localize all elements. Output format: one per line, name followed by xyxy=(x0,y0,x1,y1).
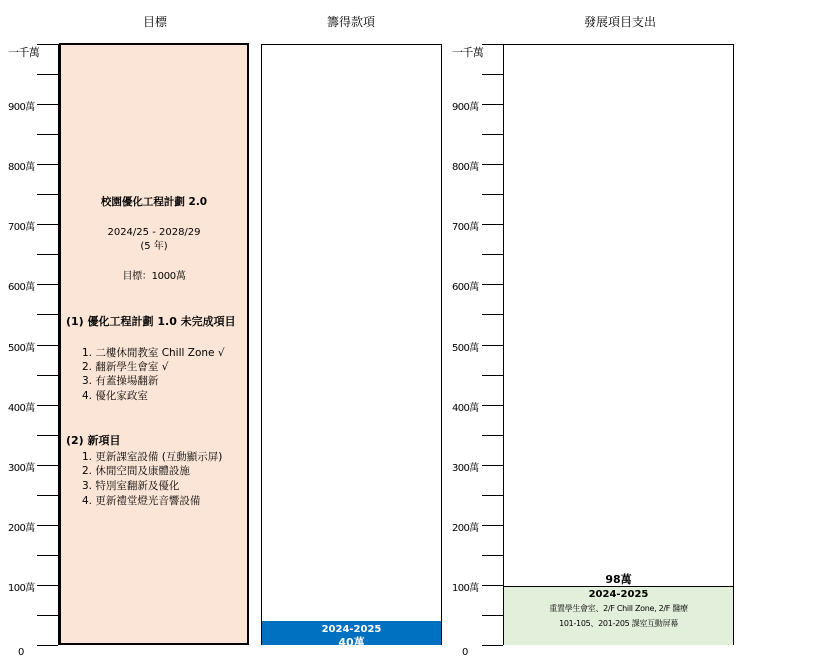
axis-tick xyxy=(37,465,58,466)
axis-tick xyxy=(37,525,58,526)
axis-tick-label: 300萬 xyxy=(452,463,479,474)
axis-tick-label: 400萬 xyxy=(452,403,479,414)
axis-tick xyxy=(482,645,503,646)
axis-tick xyxy=(482,74,503,75)
axis-tick-label: 600萬 xyxy=(8,282,35,293)
axis-tick xyxy=(482,495,503,496)
axis-tick xyxy=(37,345,58,346)
axis-tick-label: 100萬 xyxy=(8,583,35,594)
axis-tick-label: 700萬 xyxy=(8,222,35,233)
axis-tick xyxy=(37,164,58,165)
axis-tick xyxy=(37,585,58,586)
axis-tick xyxy=(37,134,58,135)
target-bar xyxy=(59,43,249,645)
expenditure-bar xyxy=(504,586,733,645)
axis-tick xyxy=(482,405,503,406)
axis-tick xyxy=(37,254,58,255)
target-years: (5 年) xyxy=(140,241,168,252)
axis-tick-label: 200萬 xyxy=(452,523,479,534)
axis-tick xyxy=(482,585,503,586)
axis-tick-label: 300萬 xyxy=(8,463,35,474)
axis-tick-label: 500萬 xyxy=(452,343,479,354)
raised-period-label: 2024-2025 xyxy=(321,624,382,635)
axis-tick xyxy=(482,104,503,105)
axis-tick-label: 900萬 xyxy=(452,102,479,113)
section2-item: 4. 更新禮堂燈光音響設備 xyxy=(82,495,201,507)
target-title: 校園優化工程計劃 2.0 xyxy=(100,196,208,208)
axis-tick-label: 400萬 xyxy=(8,403,35,414)
section1-item: 4. 優化家政室 xyxy=(82,390,148,402)
axis-tick-label: 一千萬 xyxy=(452,46,484,59)
target-column-title: 目標 xyxy=(142,15,167,29)
axis-tick xyxy=(37,375,58,376)
section1-item: 1. 二樓休閒教室 Chill Zone √ xyxy=(82,347,225,359)
axis-tick xyxy=(482,525,503,526)
raised-bar xyxy=(262,621,441,649)
axis-tick xyxy=(482,465,503,466)
expenditure-detail-2: 101-105、201-205 課室互動屏幕 xyxy=(559,619,678,628)
axis-tick-label: 0 xyxy=(462,647,468,658)
axis-tick xyxy=(37,74,58,75)
section2-item: 1. 更新課室設備 (互動顯示屏) xyxy=(82,451,223,463)
axis-tick-label: 100萬 xyxy=(452,583,479,594)
axis-tick xyxy=(482,314,503,315)
axis-tick xyxy=(482,134,503,135)
axis-tick-label: 800萬 xyxy=(8,162,35,173)
section2-item: 3. 特別室翻新及優化 xyxy=(82,480,180,492)
axis-tick xyxy=(37,615,58,616)
axis-tick-label: 700萬 xyxy=(452,222,479,233)
raised-column-title: 籌得款項 xyxy=(326,15,375,29)
axis-tick xyxy=(37,224,58,225)
axis-tick xyxy=(37,44,58,45)
axis-tick xyxy=(482,224,503,225)
target-period: 2024/25 - 2028/29 xyxy=(107,227,201,238)
expenditure-period-label: 2024-2025 xyxy=(588,589,649,600)
expenditure-bar-frame xyxy=(503,44,734,645)
expenditure-column-title: 發展項目支出 xyxy=(583,15,656,29)
expenditure-value-label: 98萬 xyxy=(605,573,632,586)
axis-tick-label: 900萬 xyxy=(8,102,35,113)
axis-tick xyxy=(482,254,503,255)
axis-tick xyxy=(482,435,503,436)
raised-value-label: 40萬 xyxy=(338,636,365,649)
expenditure-detail-1: 重置學生會室、2/F Chill Zone, 2/F 醫療 xyxy=(549,604,688,613)
axis-tick xyxy=(482,555,503,556)
axis-tick xyxy=(37,194,58,195)
axis-tick-label: 200萬 xyxy=(8,523,35,534)
section1-item: 3. 有蓋操場翻新 xyxy=(82,375,159,387)
section2-item: 2. 休閒空間及康體設施 xyxy=(82,465,190,477)
axis-tick xyxy=(37,645,58,646)
axis-tick xyxy=(482,194,503,195)
raised-bar-frame xyxy=(261,44,442,645)
axis-tick-label: 600萬 xyxy=(452,282,479,293)
axis-tick xyxy=(482,375,503,376)
axis-tick xyxy=(37,405,58,406)
axis-tick xyxy=(482,164,503,165)
section1-item: 2. 翻新學生會室 √ xyxy=(82,361,169,373)
axis-tick-label: 800萬 xyxy=(452,162,479,173)
axis-tick xyxy=(482,615,503,616)
axis-tick-label: 一千萬 xyxy=(8,46,40,59)
axis-tick xyxy=(37,555,58,556)
axis-tick xyxy=(37,435,58,436)
axis-tick xyxy=(482,284,503,285)
axis-tick xyxy=(37,104,58,105)
axis-tick xyxy=(482,44,503,45)
axis-tick xyxy=(482,345,503,346)
axis-tick-label: 0 xyxy=(18,647,24,658)
section2-title: (2) 新項目 xyxy=(66,434,121,447)
axis-tick xyxy=(37,284,58,285)
axis-tick xyxy=(37,314,58,315)
target-goal: 目標：1000萬 xyxy=(122,271,186,282)
axis-tick-label: 500萬 xyxy=(8,343,35,354)
axis-tick xyxy=(37,495,58,496)
section1-title: (1) 優化工程計劃 1.0 未完成項目 xyxy=(66,315,236,328)
